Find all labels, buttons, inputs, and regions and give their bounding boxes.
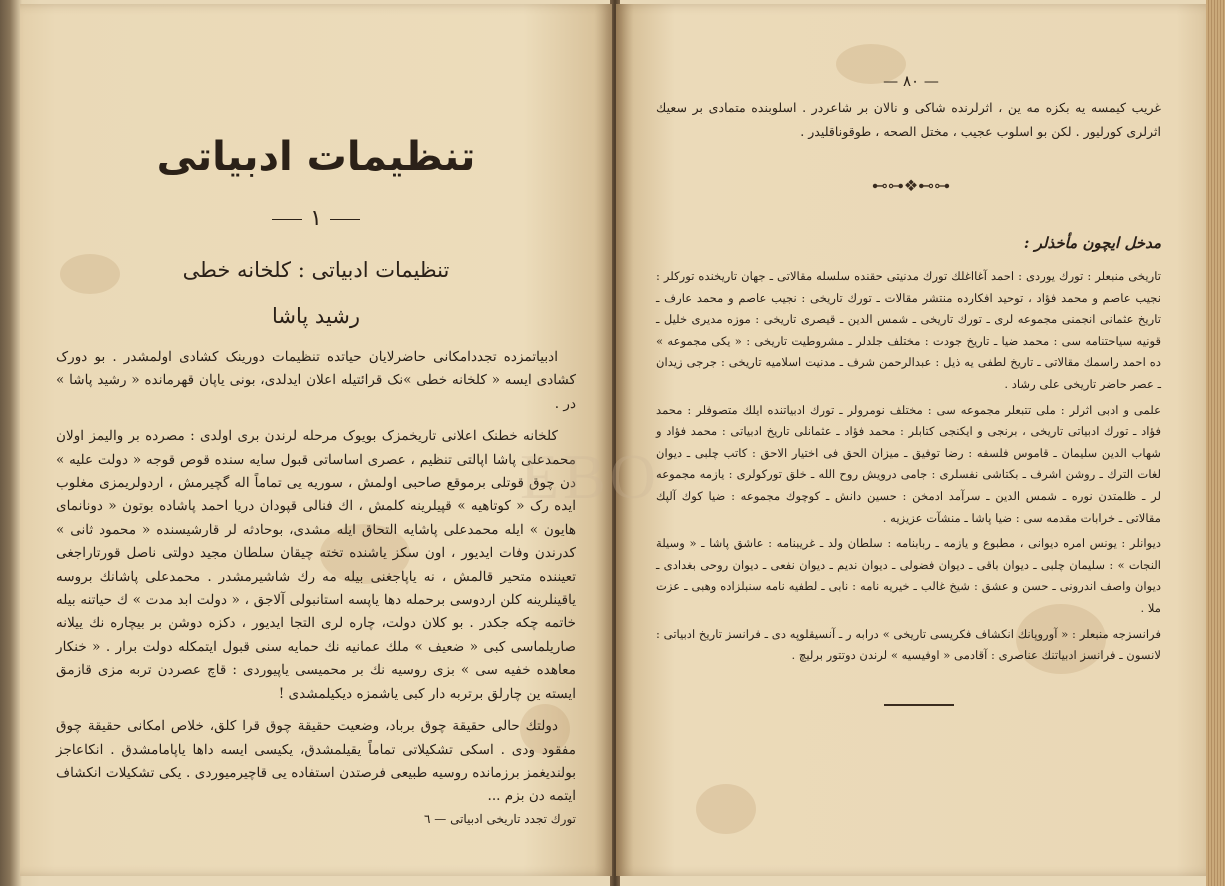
source-paragraph: دیوانلر : یونس امره دیوانی ، مطبوع و یازمه ـ ربابنامه : سلطان ولد ـ غریبنامه : عاشق پاشا ـ « وسیلة النجات » : سلیمان چلبی ـ دیوان باقی ـ دیوان فضولی ـ دیوان ندیم ـ دیوان نفعی ـ دیوان روحی بغدادی ـ دیوان واصف اندرونی ـ حسن و عشق : شیخ غالب ـ خیریه نامه : نابی ـ لطفیه نامه سنبلزاده وهبی ـ عزت ملا . — [656, 536, 1161, 615]
ornament-divider: ⊷⊶❖⊷⊶ — [871, 176, 951, 195]
section-number-text: ١ — [310, 206, 322, 231]
paragraph: ادبیاتمزده تجددامکانی حاضرلایان حیاتده تنظیمات دورینک کشادی اولمشدر . بو دورک کشادی ایسه « کلخانه خطی »نک قرائتیله اعلان ایدلدی، بونی یاپان قهرمانده « رشید پاشا » در . — [56, 349, 576, 412]
right-top-text — [656, 96, 1161, 144]
source-paragraph: فرانسزجه منبعلر : « آوروپانك انکشاف فکریسی تاریخی » درابه ر ـ آنسیقلوپه دی ـ فرانسز تاریخ ادبیاتی : لانسون ـ فرانسز ادبیاتنك عناصری : آقادمی « اوفیسیه » لرندن دوتتور برلیچ . — [656, 626, 1161, 663]
page-number-text: ٨٠ — [902, 72, 920, 90]
watermark: EBO — [520, 441, 660, 512]
page-edges — [1206, 0, 1225, 886]
end-rule — [884, 704, 954, 706]
paragraph: غریب کیمسه یه بکزه مه ین ، اثرلرنده شاکی و نالان بر شاعردر . اسلوبنده متمادی بر سعیك اثرلری کورلیور . لکن بو اسلوب عجیب ، مختل الصحه ، طوقوناقلیدر . — [656, 100, 1161, 139]
author-name: رشید پاشا — [271, 304, 360, 328]
chapter-title: تنظیمات ادبیاتی — [156, 134, 476, 180]
sources-list — [656, 266, 1161, 671]
source-paragraph: تاریخی منبعلر : تورك یوردی : احمد آغااغلك تورك مدنیتی حقنده سلسله مقالاتی ـ جهان تاریخنده تورکلر : نجیب عاصم و محمد فؤاد ، توحید افکارده منتشر مقالات ـ تورك تاریخی : نجیب عاصم و محمد عارف ـ تاریخ عثمانی انجمنی مجموعه لری ـ تورك تاریخی ـ شمس الدین ـ قیصری تاریخی : موزه مدیری خلیل ـ قونیه سیاحتنامه سی : محمد ضیا ـ تاریخ جودت : مختلف جلدلر ـ مشروطیت تاریخی : « یکی مجموعه » ده احمد راسمك مقالاتی ـ تاریخ لطفی یه ذیل : عبدالرحمن شرف ـ مدنیت اسلامیه تاریخی : جرجی زیدان ـ عصر حاضر تاریخی علی رشاد . — [656, 269, 1161, 391]
dash-decoration — [272, 219, 302, 220]
dash-decoration — [330, 219, 360, 220]
page-footer: تورك تجدد تاریخی ادبیاتی — ٦ — [424, 812, 576, 826]
left-body-text — [56, 346, 576, 818]
section-subtitle: تنظیمات ادبیاتی : کلخانه خطی — [182, 258, 450, 282]
paragraph: کلخانه خطنک اعلانی تاریخمزک بویوک مرحله لرندن بری اولدی : مصرده بر والیمز اولان محمدعلی پاشا اپالتی تنظیم ، عصری اساساتی قبول سایه سنده قوص قوجه « دولت علیه » دن چوق قوتلی برموقع صاحبی اولمش ، سوریه یی تماماً اله گچیرمش ، اردولریمزی مغلوب ایده رک « کوتاهیه » قپیلرینه کلمش ، اك فنالی قپودان دریا احمد پاشاده بوتون « دونانمای هایون » ایله محمدعلی پاشایه التحاق ایله مشدی، بوحادثه لر قارشیسنده « محمود ثانی » کدرندن وفات ایدیور ، اون سکز یاشنده تخته چیقان سلطان مجید دولتی ناصل قورتاراجغی تعیننده متحیر قالمش ، نه یاپاجغنی بیله مه رك شاشیرمشدر . محمدعلی پاشانك بروسه یاقینلرینه کلن اردوسی برحمله دها یاپسه استانبولی آلاجق ، « دولت ابد مدت » ك حیاتنه بیله خاتمه چکه جکدر . بو کلان دولت، چاره لری التجا ایدیور ، دکزه دوشن بر بیچاره نك ییلانه صاریلماسی کبی « ضعیف » ملك عمانیه نك حمایه سنی قبول ایتمکله دولت برار . « خنکار معاهده خفیه سی » بزی روسیه نك بر محمیسی یاپیوردی : قاچ عصردن تربه مزی قازمق ایسته ین چارلق برتربه دار کبی یاشمزه دیکیلمشدی ! — [56, 428, 576, 702]
source-paragraph: علمی و ادبی اثرلر : ملی تتبعلر مجموعه سی : مختلف نومرولر ـ تورك ادبیاتنده ایلك متصوفلر : محمد فؤاد ـ تورك ادبیاتی تاریخی ، برنجی و ایکنجی کتابلر : محمد فؤاد ـ عثمانلی تاریخ ادبیاتی : محمد فؤاد و شهاب الدین سلیمان ـ قاموس فلسفه : رضا توفیق ـ میزان الحق فی اختیار الاحق : کاتب چلبی ـ دیوان لغات الترك ـ روشن اشرف ـ بکتاشی نفسلری : جامی درویش روح الله ـ خلق تورکولری : یازمه مجموعه لر ـ ظلمتدن نوره ـ شمس الدین ـ سرآمد ادمخن : حسین دانش ـ کوچوك مجموعه : ضیا کوك آلپك مقالاتی ـ خرابات مقدمه سی : ضیا پاشا ـ منشآت عزیزیه . — [656, 402, 1161, 525]
section-number — [20, 206, 612, 231]
paragraph: دولتك حالی حقیقة چوق برباد، وضعیت حقیقة چوق قرا کلق، خلاص امکانی حقیقة چوق مفقود ودی . اسکی تشکیلاتی تماماً یقیلمشدق، یکیسی ایسه داها یاپامامشدق . انکاعاجز بولندیغمز برزمانده روسیه طبیعی فرصتدن استفاده یی قاچیرمیوردی . یکی تشکیلات انکشاف ایتمه دن بزم ... — [56, 718, 576, 805]
sources-heading: مدخل ایچون مأخذلر : — [1023, 234, 1161, 252]
page-number: — ٨٠ — — [883, 72, 939, 90]
